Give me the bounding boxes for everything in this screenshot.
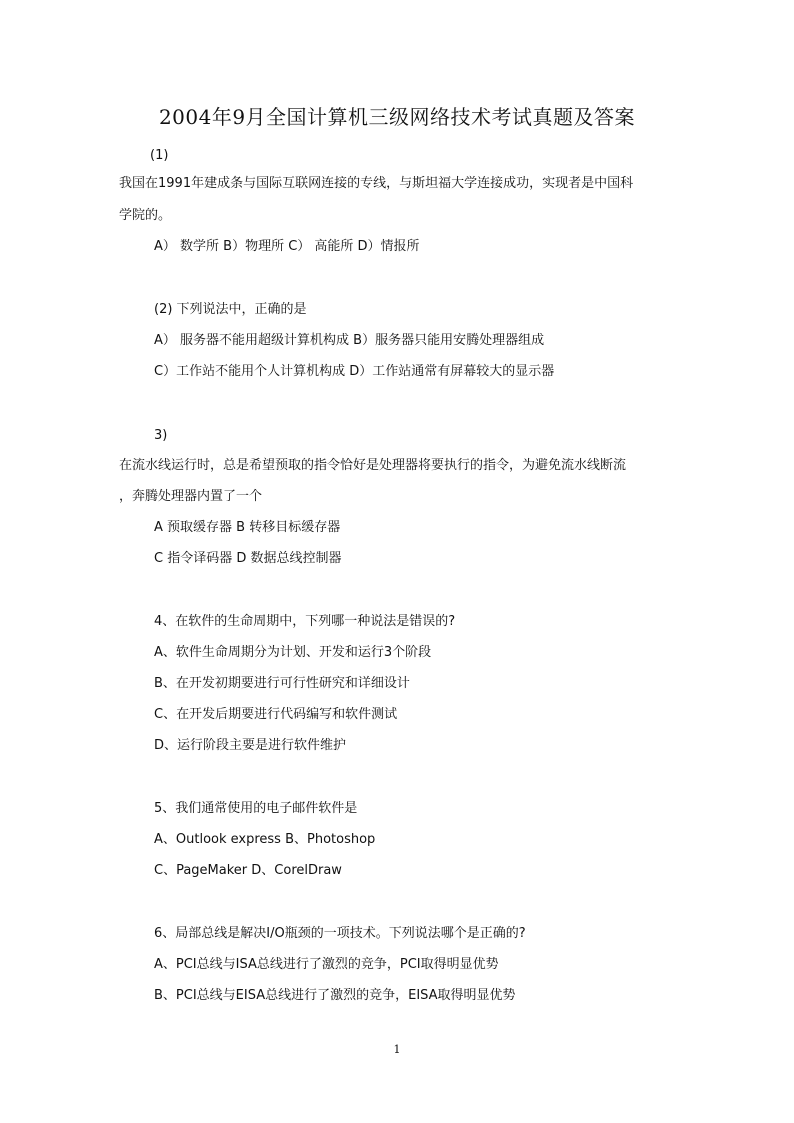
document-title: 2004年9月全国计算机三级网络技术考试真题及答案 <box>158 105 636 129</box>
question-6-option-a: A、PCI总线与ISA总线进行了激烈的竞争，PCI取得明显优势 <box>154 957 499 972</box>
question-6-stem: 6、局部总线是解决I/O瓶颈的一项技术。下列说法哪个是正确的? <box>154 926 526 941</box>
question-1-stem-line-2: 学院的。 <box>119 208 172 223</box>
question-4-option-b: B、在开发初期要进行可行性研究和详细设计 <box>154 676 410 691</box>
question-4-option-d: D、运行阶段主要是进行软件维护 <box>154 738 347 753</box>
question-4-stem: 4、在软件的生命周期中，下列哪一种说法是错误的? <box>154 614 456 629</box>
page-number: 1 <box>393 1043 401 1056</box>
question-1-stem-line-1: 我国在1991年建成条与国际互联网连接的专线，与斯坦福大学连接成功，实现者是中国科 <box>119 176 634 191</box>
question-3-stem-line-2: ，奔腾处理器内置了一个 <box>119 489 263 504</box>
question-5-stem: 5、我们通常使用的电子邮件软件是 <box>154 801 358 816</box>
question-1-options: A） 数学所 B）物理所 C） 高能所 D）情报所 <box>154 239 420 254</box>
question-5-options-line-2: C、PageMaker D、CorelDraw <box>154 863 342 878</box>
question-2-options-line-1: A） 服务器不能用超级计算机构成 B）服务器只能用安腾处理器组成 <box>154 333 545 348</box>
question-1-number: (1) <box>150 148 169 163</box>
question-2-stem: (2) 下列说法中，正确的是 <box>154 302 307 317</box>
question-3-options-line-2: C 指令译码器 D 数据总线控制器 <box>154 551 342 566</box>
question-5-options-line-1: A、Outlook express B、Photoshop <box>154 832 376 847</box>
question-4-option-a: A、软件生命周期分为计划、开发和运行3个阶段 <box>154 645 432 660</box>
question-3-number: 3) <box>154 428 168 443</box>
question-6-option-b: B、PCI总线与EISA总线进行了激烈的竞争，EISA取得明显优势 <box>154 988 516 1003</box>
question-3-options-line-1: A 预取缓存器 B 转移目标缓存器 <box>154 520 341 535</box>
question-2-options-line-2: C）工作站不能用个人计算机构成 D）工作站通常有屏幕较大的显示器 <box>154 364 555 379</box>
question-4-option-c: C、在开发后期要进行代码编写和软件测试 <box>154 707 398 722</box>
question-3-stem-line-1: 在流水线运行时，总是希望预取的指令恰好是处理器将要执行的指令，为避免流水线断流 <box>119 458 627 473</box>
